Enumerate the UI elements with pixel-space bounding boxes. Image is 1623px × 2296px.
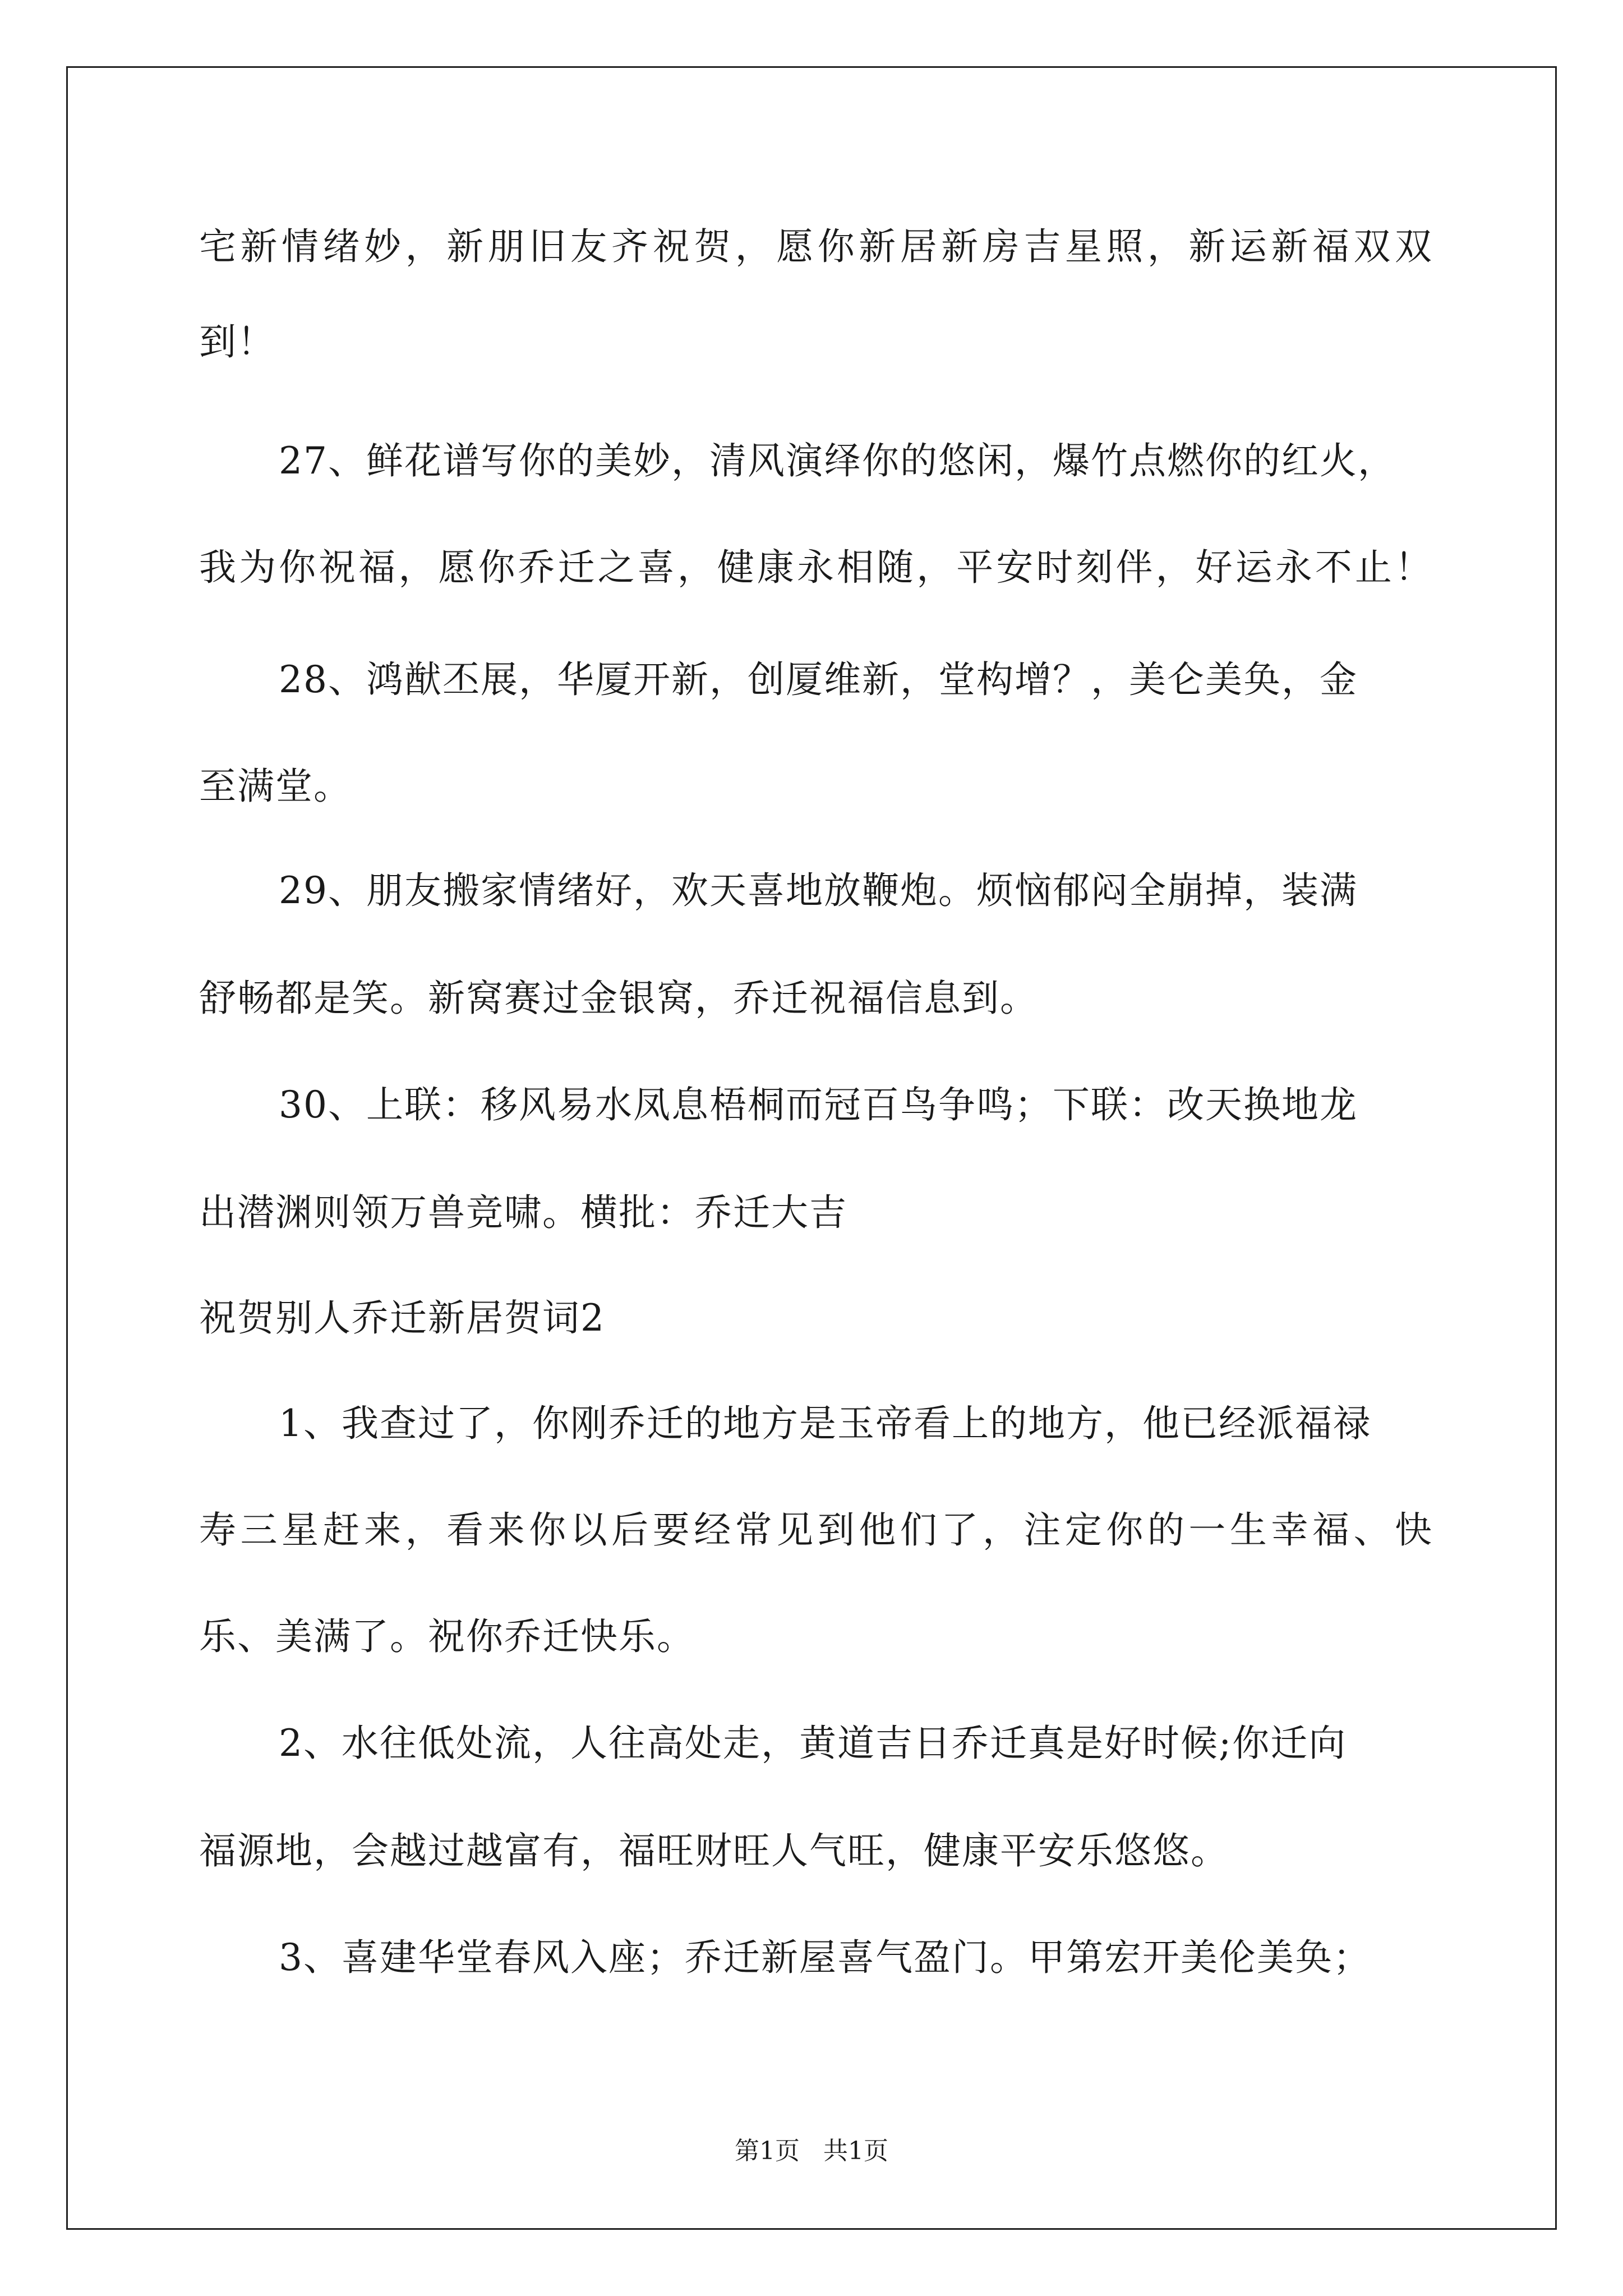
text-line: 28、鸿猷丕展，华厦开新，创厦维新，堂构增？，美仑美奂，金 xyxy=(279,658,1358,701)
text-line: 寿三星赶来，看来你以后要经常见到他们了，注定你的一生幸福、快 xyxy=(199,1508,1433,1552)
text-line: 福源地，会越过越富有，福旺财旺人气旺，健康平安乐悠悠。 xyxy=(199,1829,1229,1872)
text-line: 至满堂。 xyxy=(199,765,352,808)
text-line: 出潜渊则领万兽竞啸。横批：乔迁大吉 xyxy=(199,1191,847,1234)
text-line: 到！ xyxy=(199,320,275,364)
text-line: 27、鲜花谱写你的美妙，清风演绎你的悠闲，爆竹点燃你的红火， xyxy=(279,439,1396,482)
text-line: 3、喜建华堂春风入座；乔迁新屋喜气盈门。甲第宏开美伦美奂； xyxy=(279,1936,1371,1979)
text-line: 宅新情绪妙，新朋旧友齐祝贺，愿你新居新房吉星照，新运新福双双 xyxy=(199,225,1433,268)
text-line: 舒畅都是笑。新窝赛过金银窝，乔迁祝福信息到。 xyxy=(199,977,1038,1020)
page-frame xyxy=(66,66,1557,2230)
section-heading: 祝贺别人乔迁新居贺词2 xyxy=(199,1296,605,1340)
text-line: 2、水往低处流，人往高处走，黄道吉日乔迁真是好时候;你迁向 xyxy=(279,1722,1347,1765)
text-line: 1、我查过了，你刚乔迁的地方是玉帝看上的地方，他已经派福禄 xyxy=(279,1402,1371,1445)
text-line: 乐、美满了。祝你乔迁快乐。 xyxy=(199,1615,695,1658)
page-footer: 第1页 共1页 xyxy=(735,2137,888,2165)
text-line: 29、朋友搬家情绪好，欢天喜地放鞭炮。烦恼郁闷全崩掉，装满 xyxy=(279,869,1358,912)
text-line: 30、上联：移风易水凤息梧桐而冠百鸟争鸣；下联：改天换地龙 xyxy=(279,1083,1358,1126)
text-line: 我为你祝福，愿你乔迁之喜，健康永相随，平安时刻伴，好运永不止！ xyxy=(199,546,1433,589)
